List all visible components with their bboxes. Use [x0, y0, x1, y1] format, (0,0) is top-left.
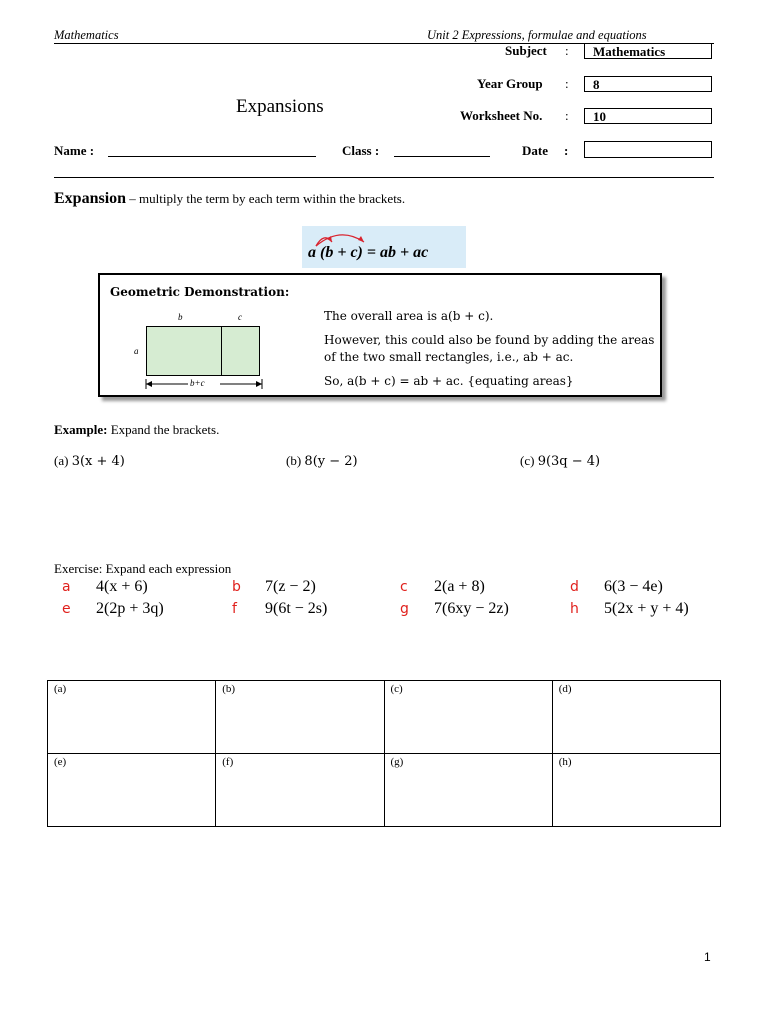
exercise-letter-f: f — [232, 601, 237, 617]
geo-line-1: The overall area is a(b + c). — [324, 309, 494, 323]
example-label: Example: — [54, 422, 108, 437]
exercise-expr-h: 5(2x + y + 4) — [604, 600, 689, 617]
subject-field[interactable]: Mathematics — [584, 43, 712, 59]
answer-cell-e[interactable]: (e) — [48, 754, 216, 827]
example-item-expr: 3(x + 4) — [71, 454, 125, 469]
geo-line-2: However, this could also be found by adding the areas — [324, 333, 655, 347]
exercise-letter-e: e — [62, 601, 71, 617]
worksheet-field[interactable]: 10 — [584, 108, 712, 124]
header-subject: Mathematics — [54, 28, 119, 42]
example-item-expr: 8(y − 2) — [304, 454, 358, 469]
example-item-label: (b) — [286, 453, 305, 468]
definition — [54, 190, 405, 208]
geometric-title: Geometric Demonstration: — [110, 285, 290, 299]
answer-row — [48, 681, 721, 754]
definition-term: Expansion — [54, 190, 127, 207]
exercise-letter-d: d — [570, 579, 579, 595]
date-field[interactable] — [584, 141, 712, 158]
area-divider — [221, 326, 222, 376]
subject-label: Subject — [505, 43, 547, 58]
class-field[interactable] — [394, 156, 490, 157]
exercise-letter-a: a — [62, 579, 71, 595]
exercise-expr-f: 9(6t − 2s) — [265, 600, 328, 617]
example-item-c — [520, 453, 600, 469]
year-group-label: Year Group — [477, 76, 543, 91]
year-group-colon: : — [565, 76, 569, 91]
worksheet-label: Worksheet No. — [460, 108, 543, 123]
section-divider — [54, 177, 714, 178]
expansion-formula: a (b + c) = ab + ac — [308, 244, 429, 261]
answer-row — [48, 754, 721, 827]
example-item-a — [54, 453, 125, 469]
answer-table — [47, 680, 721, 827]
answer-cell-c[interactable]: (c) — [384, 681, 552, 754]
header-unit: Unit 2 Expressions, formulae and equations — [427, 28, 647, 42]
subject-colon: : — [565, 43, 569, 58]
exercise-letter-h: h — [570, 601, 579, 617]
exercise-expr-c: 2(a + 8) — [434, 578, 485, 595]
geo-line-3: of the two small rectangles, i.e., ab + ac. — [324, 350, 574, 364]
example-text: Expand the brackets. — [107, 422, 220, 437]
example-item-expr: 9(3q − 4) — [537, 454, 601, 469]
worksheet-colon: : — [565, 108, 569, 123]
exercise-letter-c: c — [400, 579, 408, 595]
label-b-plus-c: b+c — [190, 378, 205, 388]
area-rectangle — [146, 326, 260, 376]
example-item-label: (a) — [54, 453, 72, 468]
page-number: 1 — [704, 950, 711, 964]
answer-cell-h[interactable]: (h) — [552, 754, 720, 827]
answer-cell-g[interactable]: (g) — [384, 754, 552, 827]
geo-line-4: So, a(b + c) = ab + ac. {equating areas} — [324, 374, 574, 388]
exercise-title: Exercise: Expand each expression — [54, 561, 232, 576]
example-item-b — [286, 453, 358, 469]
exercise-expr-a: 4(x + 6) — [96, 578, 148, 595]
exercise-expr-e: 2(2p + 3q) — [96, 600, 164, 617]
definition-text: – multiply the term by each term within the brackets. — [126, 191, 406, 206]
name-field[interactable] — [108, 156, 316, 157]
example-heading — [54, 422, 219, 438]
label-a: a — [134, 346, 139, 356]
date-label: Date — [522, 143, 548, 158]
answer-cell-d[interactable]: (d) — [552, 681, 720, 754]
date-colon: : — [564, 143, 569, 158]
exercise-letter-b: b — [232, 579, 241, 595]
exercise-expr-d: 6(3 − 4e) — [604, 578, 663, 595]
answer-cell-a[interactable]: (a) — [48, 681, 216, 754]
label-c: c — [238, 312, 242, 322]
label-b: b — [178, 312, 183, 322]
page-title: Expansions — [236, 96, 324, 117]
exercise-expr-g: 7(6xy − 2z) — [434, 600, 509, 617]
answer-cell-b[interactable]: (b) — [216, 681, 384, 754]
name-label: Name : — [54, 143, 95, 158]
exercise-expr-b: 7(z − 2) — [265, 578, 316, 595]
example-item-label: (c) — [520, 453, 538, 468]
class-label: Class : — [342, 143, 380, 158]
answer-cell-f[interactable]: (f) — [216, 754, 384, 827]
year-group-field[interactable]: 8 — [584, 76, 712, 92]
exercise-letter-g: g — [400, 601, 409, 617]
